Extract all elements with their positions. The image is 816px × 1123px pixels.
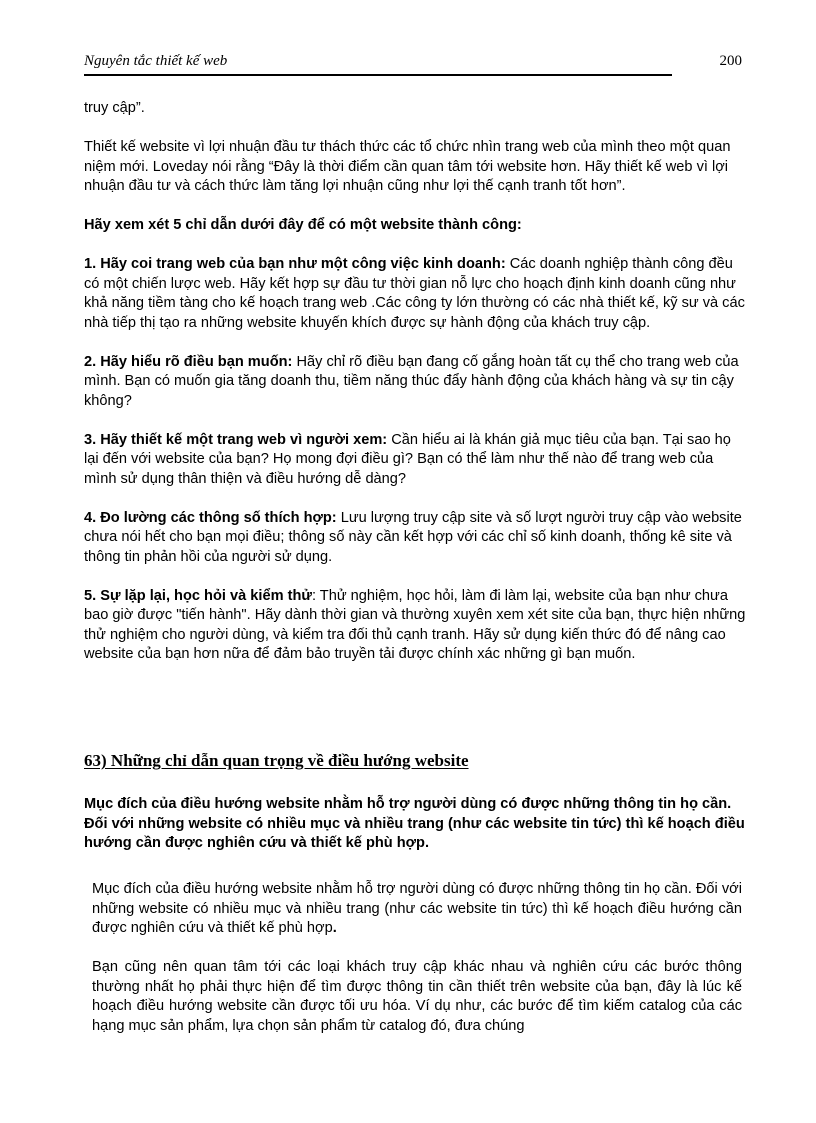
section-lead: Mục đích của điều hướng website nhằm hỗ trợ người dùng có được những thông tin họ cần. Đối với những website có nhiều mục và nhiều trang (như các website tin tức) thì kế hoạch điều hướng cần được nghiên cứu và thiết kế phù hợp. (84, 796, 745, 851)
section-paragraph-1 (92, 880, 742, 939)
section-paragraph-1-text: Mục đích của điều hướng website nhằm hỗ trợ người dùng có được những thông tin họ cần. Đối với những website có nhiều mục và nhiều trang (như các website tin tức) thì kế hoạch điều hướng cần được nghiên cứu và thiết kế phù hợp (92, 881, 742, 936)
tip-text: : Thử nghiệm, học hỏi, làm đi làm lại, website của bạn như chưa bao giờ được "tiến hành". Hãy dành thời gian và thường xuyên xem xét site của bạn, thực hiện những thử nghiệm cho người dùng, và kiểm tra đối thủ cạnh tranh. Hãy sử dụng kiến thức đó để nâng cao website của bạn hơn nữa để đảm bảo truyền tải được chính xác những gì bạn muốn. (84, 587, 746, 662)
page-header (84, 52, 744, 72)
tip-title: 1. Hãy coi trang web của bạn như một công việc kinh doanh: (84, 256, 506, 272)
tip-text: Lưu lượng truy cập site và số lượt người truy cập vào website chưa nói hết cho bạn mọi điều; thông số này cần kết hợp với các chỉ số kinh doanh, thống kê site và thông tin phản hồi của người sử dụng. (84, 509, 742, 565)
tip-item (84, 431, 746, 490)
body-text (84, 99, 746, 684)
section-paragraph-1-end: . (332, 920, 337, 936)
paragraph-roi: Thiết kế website vì lợi nhuận đầu tư thách thức các tổ chức nhìn trang web của mình theo một quan niệm mới. Loveday nói rằng “Đây là thời điểm cần quan tâm tới website hơn. Hãy thiết kế web vì lợi nhuận đầu tư và cách thức làm tăng lợi nhuận cũng như lợi thế cạnh tranh tốt hơn”. (84, 139, 731, 194)
section-title: 63) Những chỉ dẫn quan trọng về điều hướng website (84, 751, 469, 770)
tip-text: Các doanh nghiệp thành công đều có một chiến lược web. Hãy kết hợp sự đầu tư thời gian nỗ lực cho hoạch định kinh doanh cũng như khả năng tiềm tàng cho kế hoạch trang web .Các công ty lớn thường có các nhà thiết kế, kỹ sư và các nhà tiếp thị tạo ra những website khuyến khích được sự hành động của khách truy cập. (84, 256, 745, 331)
tip-item (84, 587, 746, 665)
tip-item (84, 255, 746, 333)
tip-text: Hãy chỉ rõ điều bạn đang cố gắng hoàn tất cụ thể cho trang web của mình. Bạn có muốn gia tăng doanh thu, tiềm năng thúc đẩy hành động của khách hàng và sự tin cậy không? (84, 353, 739, 409)
tips-intro-heading-text: Hãy xem xét 5 chỉ dẫn dưới đây để có một website thành công: (84, 217, 522, 233)
section-paragraph-2: Bạn cũng nên quan tâm tới các loại khách truy cập khác nhau và nghiên cứu các bước thông thường nhất họ phải thực hiện để tìm được thông tin cần thiết trên website của bạn, đây là lúc kế hoạch điều hướng website cần được tối ưu hóa. Ví dụ như, các bước để tìm kiếm catalog của các hạng mục sản phẩm, lựa chọn sản phẩm từ catalog đó, đưa chúng (92, 959, 742, 1034)
tip-title: 2. Hãy hiểu rõ điều bạn muốn: (84, 353, 293, 370)
header-title: Nguyên tắc thiết kế web (84, 53, 228, 69)
page-number: 200 (719, 53, 742, 69)
tip-title: 3. Hãy thiết kế một trang web vì người xem: (84, 431, 388, 448)
tip-title: 5. Sự lặp lại, học hỏi và kiểm thử (84, 587, 312, 604)
tip-text: Cần hiểu ai là khán giả mục tiêu của bạn. Tại sao họ lại đến với website của bạn? Họ mong đợi điều gì? Bạn có thể làm như thế nào để trang web của mình sử dụng thân thiện và điều hướng dễ dàng? (84, 431, 731, 487)
section-body (92, 880, 742, 1056)
tip-title: 4. Đo lường các thông số thích hợp: (84, 509, 337, 526)
tip-item (84, 353, 746, 412)
tips-intro-heading (84, 216, 746, 236)
paragraph-continuation: truy cập”. (84, 100, 145, 116)
header-rule (84, 74, 672, 76)
tip-item (84, 509, 746, 568)
